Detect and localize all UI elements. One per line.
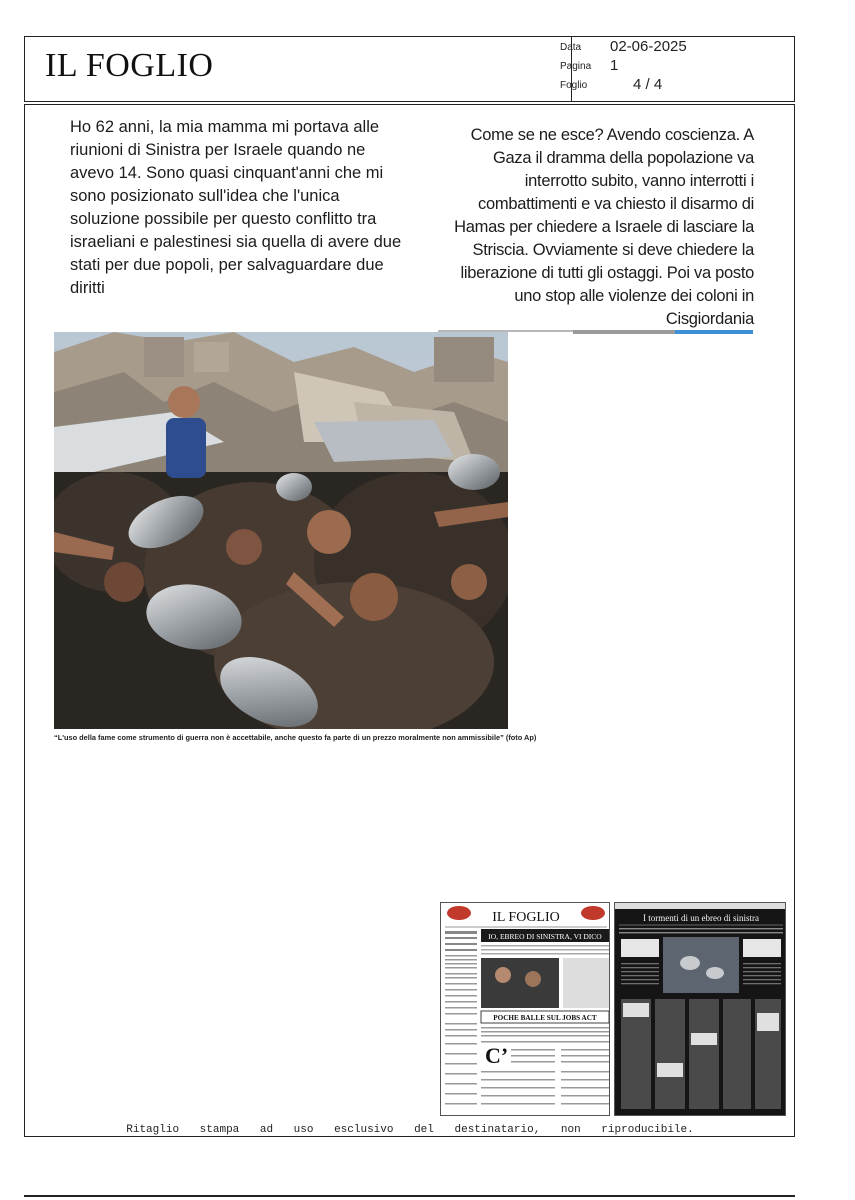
sheet-value: 4 / 4	[633, 76, 663, 93]
inner-page-thumbnail	[614, 902, 786, 1116]
pull-quote-left: Ho 62 anni, la mia mamma mi portava alle riunioni di Sinistra per Israele quando ne avevo 14. Sono quasi cinquant'anni che mi sono posizionato sull'idea che l'unica soluzione possibile per questo conflitto tra israeliani e palestinesi sia quella di avere due stati per due popoli, per salvaguardare due diritti	[70, 118, 402, 297]
bottom-rule	[24, 1195, 795, 1197]
quote-rule-dark	[573, 330, 675, 334]
date-value: 02-06-2025	[610, 38, 687, 55]
pull-quote-right: Come se ne esce? Avendo coscienza. A Gaza il dramma della popolazione va interrotto subito, vanno interrotti i combattimenti e va chiesto il disarmo di Hamas per chiedere a Israele di lasciare la Striscia. Ovviamente si deve chiedere la liberazione di tutti gli ostaggi. Poi va posto uno stop alle violenze dei coloni in Cisgiordania	[454, 126, 754, 328]
svg-text:C’: C’	[485, 1043, 509, 1068]
photo-caption: “L'uso della fame come strumento di guerra non è accettabile, anche questo fa parte di un prezzo moralmente non ammissibile” (foto Ap)	[54, 733, 537, 742]
gaza-crowd-photo	[54, 332, 508, 729]
clipping-notice: Ritaglio stampa ad uso esclusivo del destinatario, non riproducibile.	[126, 1124, 694, 1136]
thumb-masthead: IL FOGLIO	[492, 910, 560, 925]
sheet-label: Foglio	[560, 80, 588, 91]
quote-rule-accent	[675, 330, 753, 334]
thumb-inner-headline: I tormenti di un ebreo di sinistra	[643, 913, 759, 923]
page-label: Pagina	[560, 61, 592, 72]
front-page-thumbnail	[440, 902, 610, 1116]
date-label: Data	[560, 42, 582, 53]
masthead-cell	[25, 37, 572, 101]
page-value: 1	[610, 57, 619, 74]
masthead-title: IL FOGLIO	[45, 47, 214, 84]
thumb-headline: IO, EBREO DI SINISTRA, VI DICO	[488, 932, 602, 941]
thumb-headline-2: POCHE BALLE SUL JOBS ACT	[493, 1014, 597, 1022]
